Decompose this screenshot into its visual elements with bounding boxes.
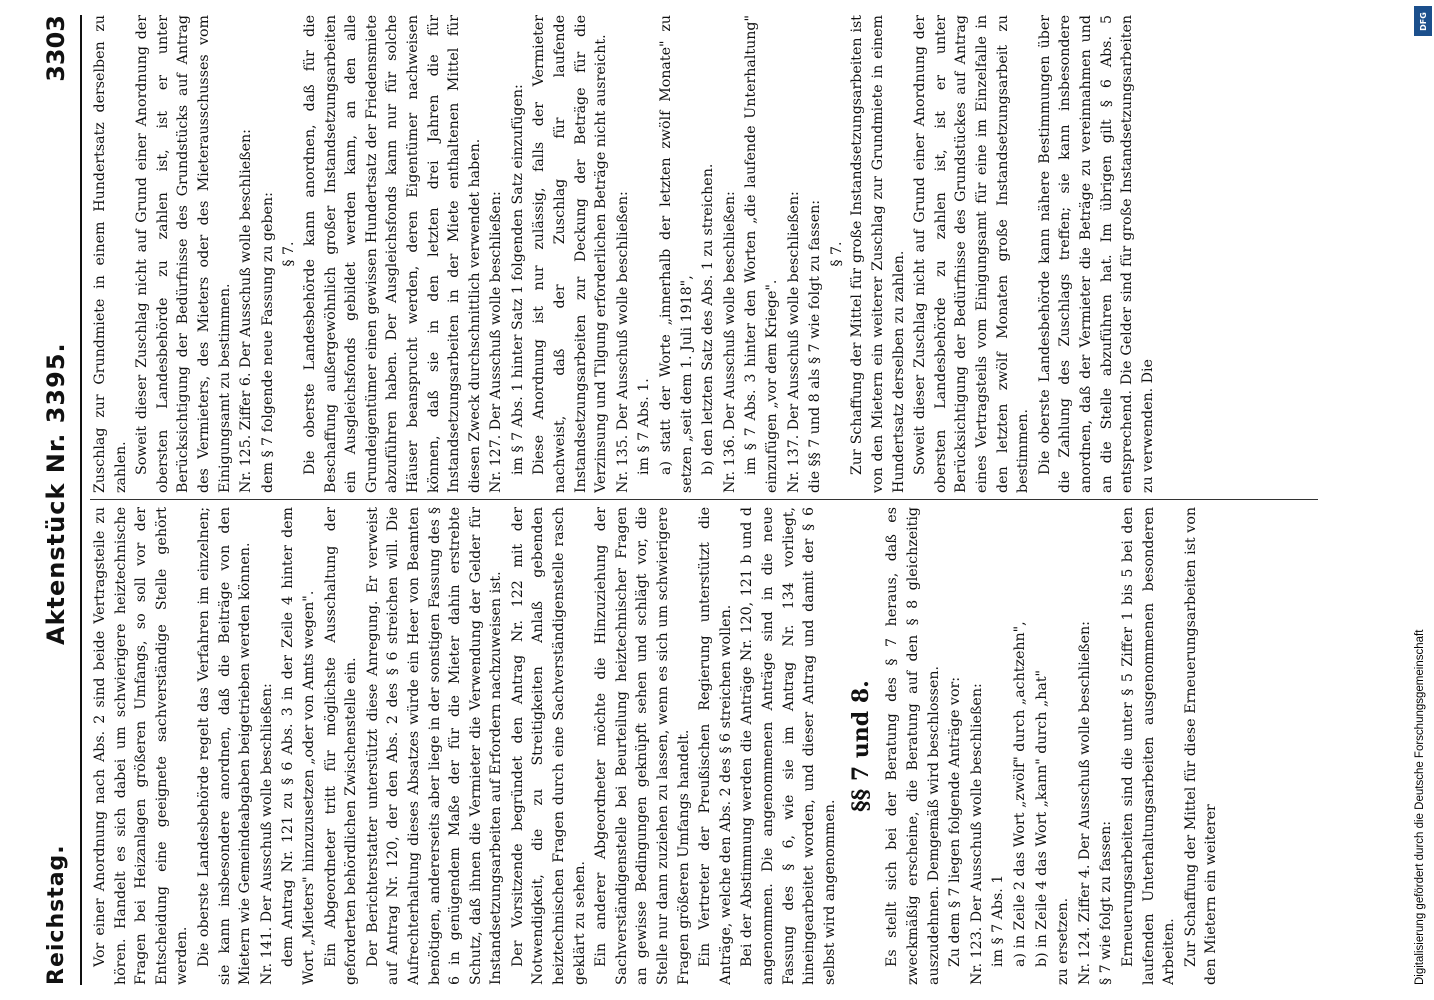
motion-heading: Nr. 137. Der Ausschuß wolle beschließen: bbox=[785, 191, 802, 493]
paragraph: Ein anderer Abgeordneter möchte die Hinzuziehung der Sachverständigenstelle bei Beurteilung heiztechnischer Fragen an gewisse Bedingungen geknüpft sehen und schlägt vor, die Stelle nur dann zuziehen zu lassen, wenn es sich um schwierigere Fragen größeren Umfangs handelt. bbox=[593, 507, 692, 985]
digitization-credit: Digitalisierung gefördert durch die Deutsche Forschungsgemeinschaft bbox=[1414, 629, 1426, 985]
list-item: a) in Zeile 2 das Wort „zwölf" durch „achtzehn", bbox=[1011, 621, 1028, 967]
motion-heading: Nr. 125. Ziffer 6. Der Ausschuß wolle beschließen: bbox=[238, 129, 255, 493]
paragraph: Soweit dieser Zuschlag nicht auf Grund einer Anordnung der obersten Landesbehörde zu zahlen ist, ist er unter Berücksichtigung der Bedürfnisse des Grundstückes auf Antrag eines Vertragsteils vom Einigungsamt für eine im Einzelfalle in den letzten zwölf Monaten große Instandsetzungsarbeit zu bestimmen. bbox=[912, 15, 1032, 493]
paragraph: Zuschlag zur Grundmiete in einem Hundertsatz derselben zu zahlen. bbox=[92, 15, 129, 493]
section-heading: §§ 7 und 8. bbox=[848, 680, 875, 812]
motion-heading: Nr. 141. Der Ausschuß wolle beschließen: bbox=[258, 683, 275, 985]
header-left: Reichstag. bbox=[44, 844, 69, 985]
list-item: b) den letzten Satz des Abs. 1 zu streichen. bbox=[700, 163, 717, 475]
paragraph: im § 7 Abs. 3 hinter den Worten „die laufende Unterhaltung" einzufügen „vor dem Kriege". bbox=[743, 15, 780, 493]
paragraph: dem Antrag Nr. 121 zu § 6 Abs. 3 in der Zeile 4 hinter dem Wort „Mieters" hinzuzusetzen „oder von Amts wegen". bbox=[280, 507, 317, 985]
paragraph: Die oberste Landesbehörde kann anordnen, daß für die Beschaffung außergewöhnlich großer Instandsetzungsarbeiten ein Ausgleichsfonds gebildet werden kann, an den alle Grundeigentümer einen gewissen Hundertsatz der Friedensmiete abzuführen haben. Der Ausgleichsfonds kann nur für solche Häuser beansprucht werden, deren Eigentümer nachweisen können, daß sie in den letzten drei Jahren die für Instandsetzungsarbeiten in der Miete enthaltenen Mittel für diesen Zweck durchschnittlich verwendet haben. bbox=[301, 15, 483, 493]
motion-heading: Nr. 136. Der Ausschuß wolle beschließen: bbox=[721, 191, 738, 493]
paragraph: Die oberste Landesbehörde regelt das Verfahren im einzelnen; sie kann insbesondere anordnen, daß die Beiträge von den Mietern wie Gemeindeabgaben beigetrieben werden können. bbox=[195, 507, 254, 985]
list-item: b) in Zeile 4 das Wort „kann" durch „hat" bbox=[1033, 669, 1050, 967]
paragraph: Ein Abgeordneter tritt für möglichste Ausschaltung der geforderten behördlichen Zwischenstelle ein. bbox=[322, 507, 360, 985]
paragraph: zu ersetzen. bbox=[1055, 897, 1072, 985]
motion-heading: Nr. 127. Der Ausschuß wolle beschließen: bbox=[488, 191, 505, 493]
paragraph: § 7 wie folgt zu fassen: bbox=[1098, 820, 1115, 985]
paragraph: Zur Schaffung der Mittel für große Instandsetzungsarbeiten ist von den Mietern ein weiterer Zuschlag zur Grundmiete in einem Hundertsatz derselben zu zahlen. bbox=[849, 15, 907, 493]
header-title: Aktenstück Nr. 3395. bbox=[42, 342, 70, 645]
left-column bbox=[90, 507, 1318, 985]
paragraph: Der Vorsitzende begründet den Antrag Nr. 122 mit der Notwendigkeit, die zu Streitigkeiten Anlaß gebenden heiztechnischen Fragen durch eine Sachverständigenstelle rasch geklärt zu sehen. bbox=[509, 507, 588, 985]
paragraph: die §§ 7 und 8 als § 7 wie folgt zu fassen: bbox=[807, 199, 824, 493]
paragraph: im § 7 Abs. 1 hinter Satz 1 folgenden Satz einzufügen: bbox=[509, 84, 526, 475]
paragraph: Diese Anordnung ist nur zulässig, falls der Vermieter nachweist, daß der Zuschlag für laufende Instandsetzungsarbeiten zur Deckung der Beträge für die Verzinsung und Tilgung erforderlichen Beträge nicht ausreicht. bbox=[531, 15, 610, 493]
paragraph: Vor einer Anordnung nach Abs. 2 sind beide Vertragsteile zu hören. Handelt es sich dabei um schwierigere heiztechnische Fragen bei Heizanlagen größeren Umfangs, so soll vor der Entscheidung eine geeignete sachverständige Stelle gehört werden. bbox=[92, 507, 191, 985]
paragraph: Es stellt sich bei der Beratung des § 7 heraus, daß es zweckmäßig erscheine, die Beratung auf den § 8 gleichzeitig auszudehnen. Demgemäß wird beschlossen. bbox=[884, 507, 942, 985]
right-column bbox=[90, 15, 1318, 493]
section-heading: § 7. bbox=[828, 241, 845, 267]
paragraph: Bei der Abstimmung werden die Anträge Nr. 120, 121 b und d angenommen. Die angenommenen Anträge sind in die neue Fassung des § 6, wie sie im Antrag Nr. 134 vorliegt, hineingearbeitet worden, und dieser Antrag und damit der § 6 selbst wird angenommen. bbox=[739, 507, 838, 985]
list-item: a) statt der Worte „innerhalb der letzten zwölf Monate" zu setzen „seit dem 1. Juli 1918", bbox=[658, 15, 695, 493]
paragraph: Ein Vertreter der Preußischen Regierung unterstützt die Anträge, welche den Abs. 2 des § 6 streichen wollen. bbox=[697, 507, 734, 985]
paragraph: dem § 7 folgende neue Fassung zu geben: bbox=[259, 192, 276, 493]
motion-heading: Nr. 135. Der Ausschuß wolle beschließen: bbox=[614, 191, 631, 493]
dfg-logo bbox=[1414, 6, 1432, 36]
paragraph: Die oberste Landesbehörde kann nähere Bestimmungen über die Zahlung des Zuschlags treffen; sie kann insbesondere anordnen, daß der Vermieter die Beträge zu vereinnahmen und an die Stelle abzuführen hat. Im übrigen gilt § 6 Abs. 5 entsprechend. Die Gelder sind für große Instandsetzungsarbeiten zu verwenden. Die bbox=[1036, 15, 1156, 493]
rotated-document bbox=[38, 15, 1318, 985]
paragraph: im § 7 Abs. 1 bbox=[990, 874, 1007, 967]
motion-heading: Nr. 123. Der Ausschuß wolle beschließen: bbox=[968, 683, 985, 985]
paragraph: Der Berichterstatter unterstützt diese Anregung. Er verweist auf Antrag Nr. 120, der den Abs. 2 des § 6 streichen will. Die Aufrechterhaltung dieses Absatzes würde ein Heer von Beamten benötigen, andererseits aber liege in der sonstigen Fassung des § 6 in genügendem Maße der für die Mieter dahin erstrebte Schutz, daß ihnen die Vermieter die Verwendung der Gelder für Instandsetzungsarbeiten auf Erfordern nachzuweisen ist. bbox=[364, 507, 505, 985]
paragraph: Zu dem § 7 liegen folgende Anträge vor: bbox=[947, 676, 964, 967]
page-header bbox=[38, 15, 82, 985]
page-number: 3303 bbox=[42, 15, 70, 82]
paragraph: im § 7 Abs. 1. bbox=[636, 378, 653, 475]
motion-heading: Nr. 124. Ziffer 4. Der Ausschuß wolle beschließen: bbox=[1076, 621, 1093, 985]
section-heading: § 7. bbox=[281, 241, 298, 267]
paragraph: Erneuerungsarbeiten sind die unter § 5 Ziffer 1 bis 5 bei den laufenden Unterhaltungsarbeiten ausgenommenen besonderen Arbeiten. bbox=[1119, 507, 1178, 985]
paragraph: Soweit dieser Zuschlag nicht auf Grund einer Anordnung der obersten Landesbehörde zu zahlen ist, ist er unter Berücksichtigung der Bedürfnisse des Grundstücks auf Antrag des Vermieters, des Mieters oder des Mieterausschusses vom Einigungsamt zu bestimmen. bbox=[134, 15, 233, 493]
column-divider bbox=[90, 499, 1318, 500]
dfg-logo-text: DFG bbox=[1418, 11, 1428, 31]
paragraph: Zur Schaffung der Mittel für diese Erneuerungsarbeiten ist von den Mietern ein weiterer bbox=[1182, 507, 1220, 985]
